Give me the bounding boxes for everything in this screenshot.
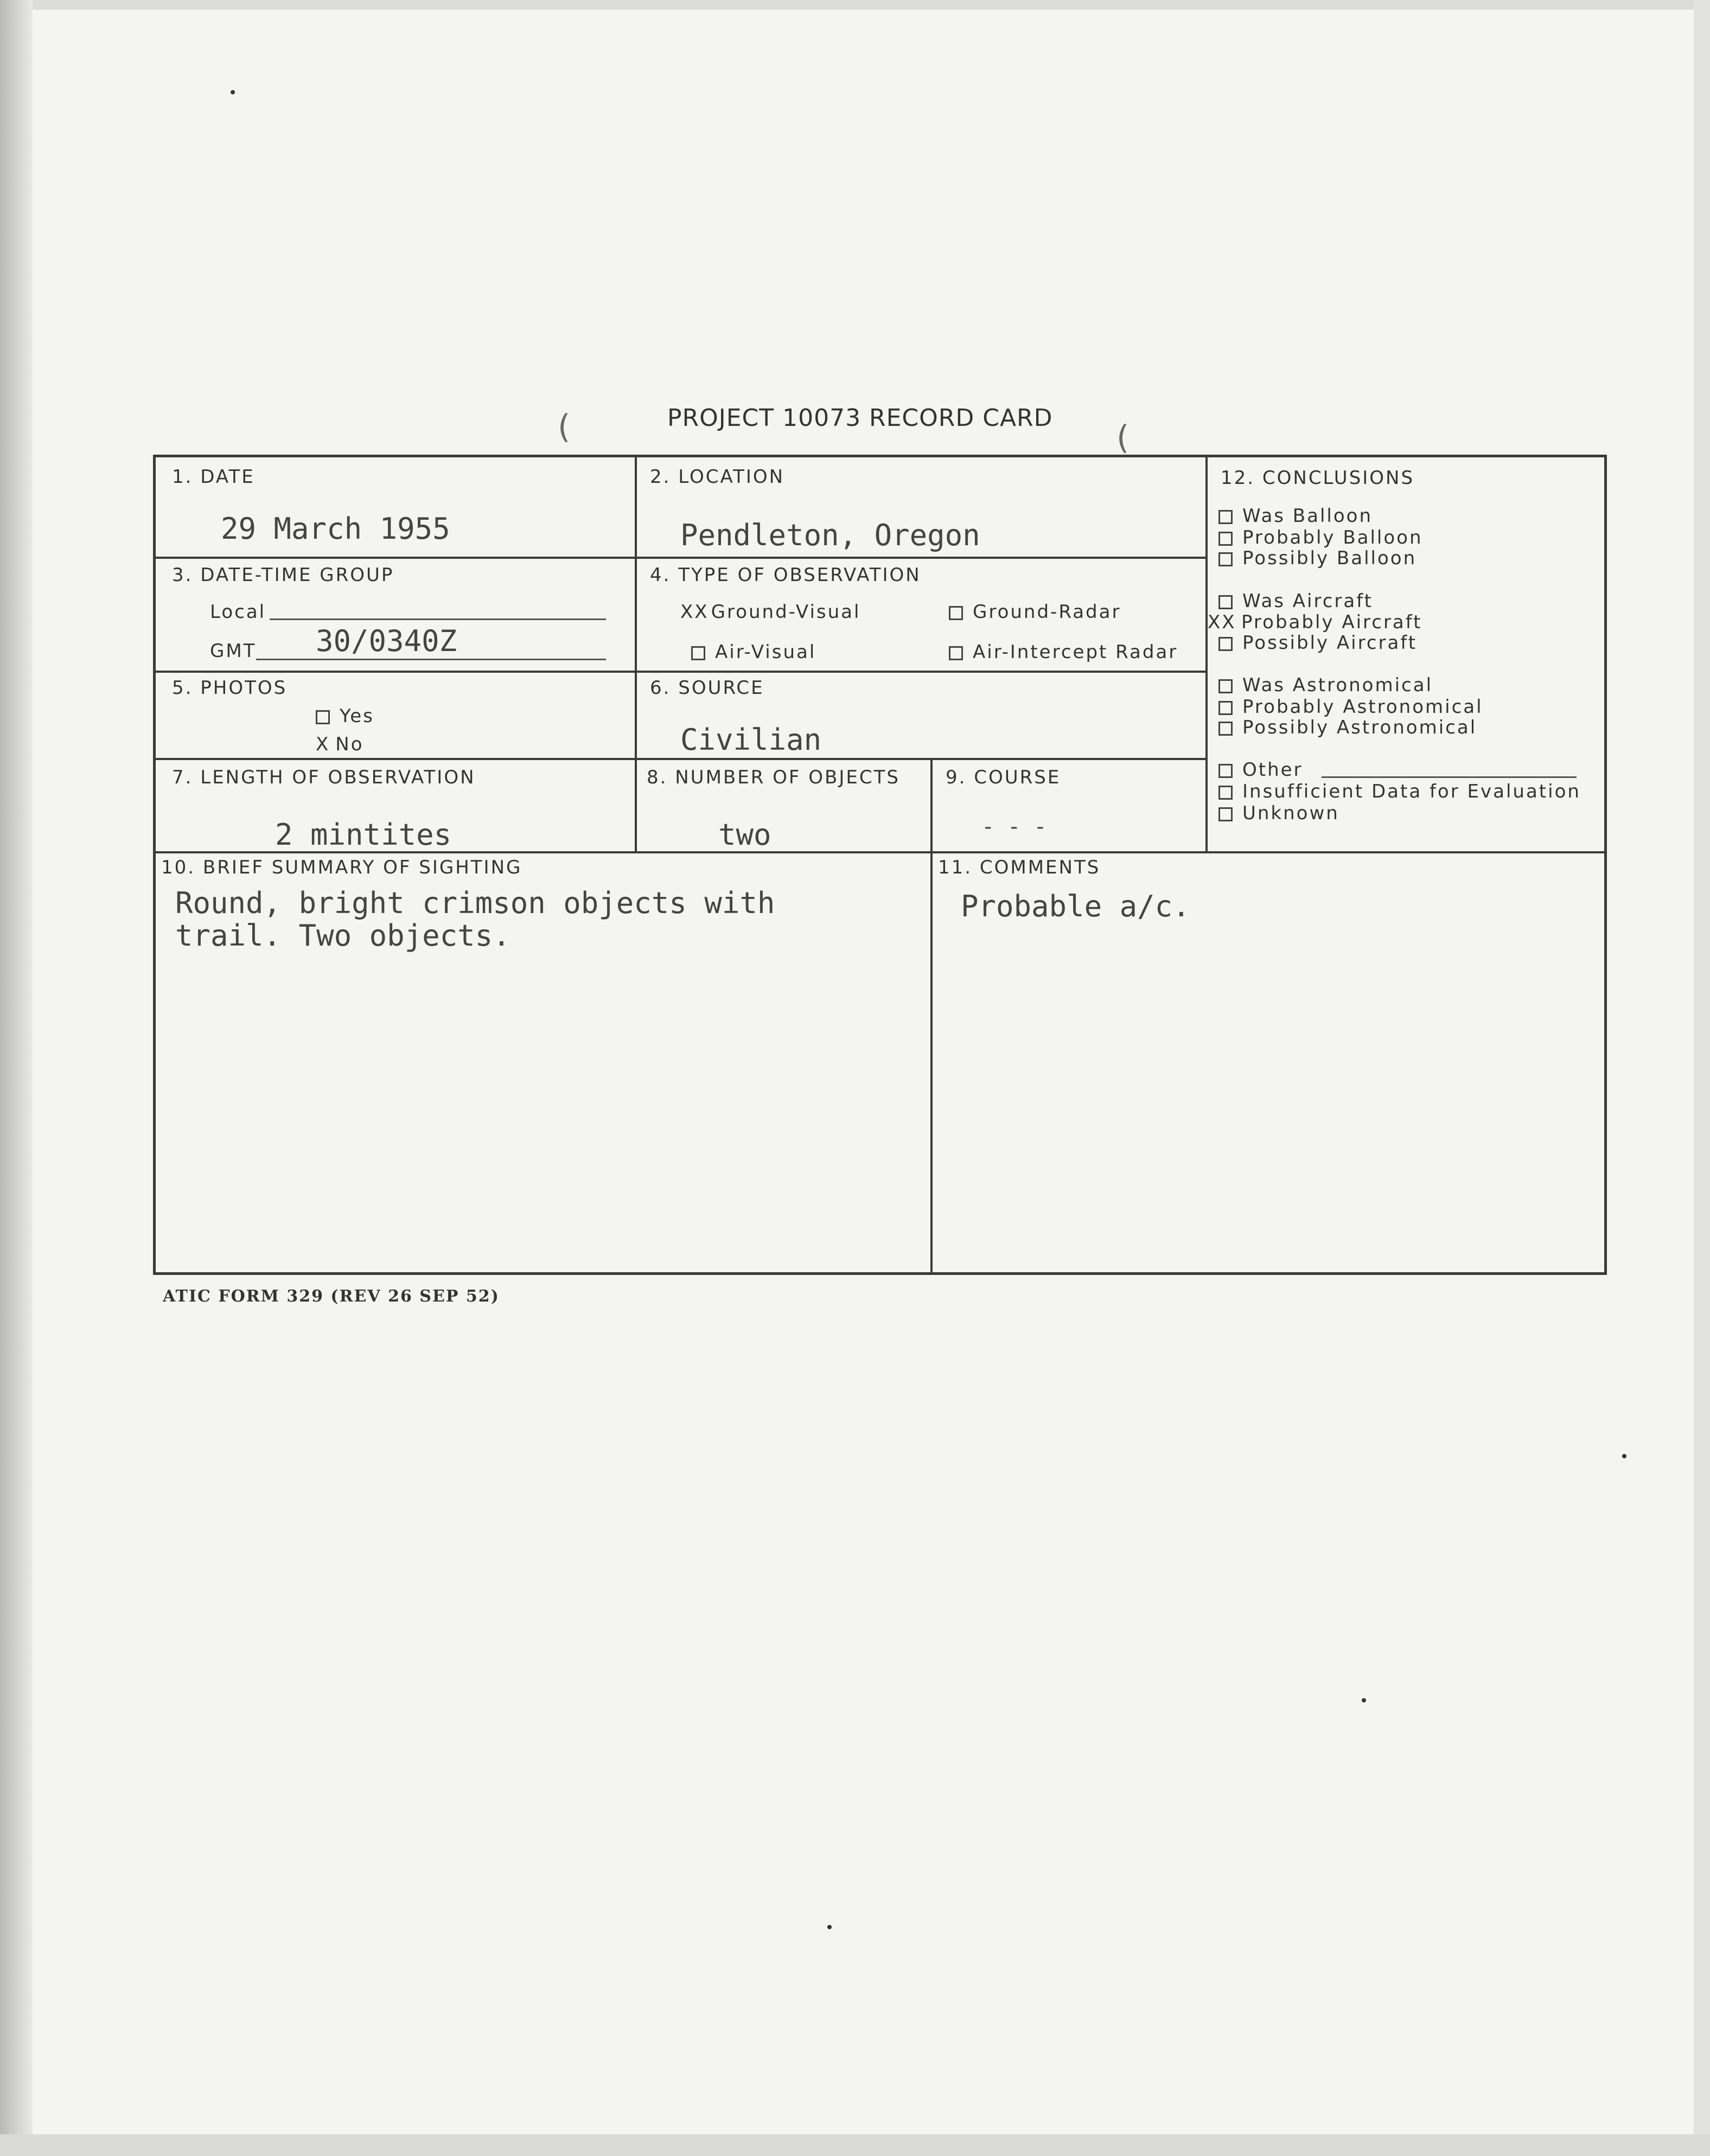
course-label: 9. COURSE: [946, 767, 1061, 788]
conclusion-possibly-astronomical: [1218, 717, 1477, 738]
conclusion-check-mark: XX: [1208, 611, 1236, 633]
photos-no-label: No: [335, 733, 364, 755]
ground-visual-check-mark: XX: [680, 601, 709, 623]
conclusion-label: Was Balloon: [1242, 505, 1373, 527]
conclusion-label: Probably Aircraft: [1241, 611, 1422, 633]
air-intercept-radar-label: Air-Intercept Radar: [973, 641, 1178, 663]
scan-edge-left: [0, 0, 33, 2156]
conclusion-checkbox: [1218, 764, 1233, 778]
conclusion-checkbox: [1218, 722, 1233, 736]
conclusion-checkbox: [1218, 679, 1233, 693]
conclusion-probably-astronomical: [1218, 696, 1483, 718]
conclusion-probably-balloon: [1218, 527, 1423, 548]
conclusion-checkbox: [1218, 552, 1233, 566]
observation-type-cell: [635, 557, 1205, 671]
conclusion-checkbox: [1218, 786, 1233, 800]
ground-radar-option: [949, 601, 1121, 623]
comments-label: 11. COMMENTS: [938, 857, 1101, 878]
conclusion-checkbox: [1218, 595, 1233, 609]
conclusion-label: Possibly Balloon: [1242, 547, 1417, 569]
observation-type-label: 4. TYPE OF OBSERVATION: [650, 564, 921, 586]
photos-yes-checkbox: [316, 710, 330, 724]
record-card: [153, 455, 1607, 1275]
air-intercept-radar-checkbox: [949, 646, 963, 660]
ground-radar-label: Ground-Radar: [973, 601, 1121, 623]
source-label: 6. SOURCE: [650, 677, 764, 699]
form-identifier: ATIC FORM 329 (REV 26 SEP 52): [163, 1287, 500, 1306]
comments-cell: [930, 851, 1604, 1272]
conclusion-was-aircraft: [1218, 590, 1373, 612]
course-value: - - -: [981, 814, 1047, 839]
conclusion-label: Insufficient Data for Evaluation: [1242, 781, 1581, 802]
conclusions-cell: [1205, 457, 1604, 851]
conclusion-was-astronomical: [1218, 674, 1433, 696]
conclusion-label: Possibly Aircraft: [1242, 632, 1418, 654]
summary-line-1: Round, bright crimson objects with: [175, 886, 775, 920]
summary-line-2: trail. Two objects.: [175, 918, 511, 953]
conclusion-label: Probably Balloon: [1242, 527, 1423, 548]
gmt-line: [256, 659, 606, 660]
air-intercept-radar-option: [949, 641, 1178, 663]
ground-radar-checkbox: [949, 606, 963, 620]
datetime-group-label: 3. DATE-TIME GROUP: [172, 564, 394, 586]
dust-speck: [1622, 1454, 1626, 1458]
date-value: 29 March 1955: [221, 512, 450, 546]
conclusion-checkbox: [1218, 701, 1233, 715]
scan-edge-bottom: [0, 2134, 1710, 2156]
air-visual-label: Air-Visual: [715, 641, 816, 663]
course-cell: [930, 758, 1205, 851]
source-cell: [635, 671, 1205, 758]
conclusion-checkbox: [1218, 637, 1233, 651]
conclusion-was-balloon: [1218, 505, 1373, 527]
objects-value: two: [718, 818, 771, 852]
source-value: Civilian: [680, 723, 822, 757]
dust-speck: [231, 90, 235, 94]
gmt-value: 30/0340Z: [316, 624, 457, 658]
dust-speck: [827, 1925, 832, 1929]
dust-speck: [1362, 1698, 1366, 1702]
conclusion-unknown: [1218, 802, 1339, 824]
conclusion-label: Possibly Astronomical: [1242, 717, 1477, 738]
photos-yes-option: [316, 705, 374, 727]
datetime-group-cell: [156, 557, 635, 671]
conclusion-checkbox: [1218, 532, 1233, 546]
gmt-label: GMT: [210, 640, 257, 662]
summary-label: 10. BRIEF SUMMARY OF SIGHTING: [161, 857, 522, 878]
conclusion-label: Probably Astronomical: [1242, 696, 1483, 718]
conclusion-label: Was Aircraft: [1242, 590, 1373, 612]
ground-visual-label: Ground-Visual: [711, 601, 861, 623]
conclusion-label: Unknown: [1242, 802, 1339, 824]
objects-label: 8. NUMBER OF OBJECTS: [647, 767, 900, 788]
date-label: 1. DATE: [172, 466, 255, 488]
date-cell: [156, 457, 635, 557]
conclusion-other: [1218, 759, 1303, 781]
conclusion-possibly-balloon: [1218, 547, 1417, 569]
card-title: PROJECT 10073 RECORD CARD: [667, 404, 1053, 432]
objects-cell: [635, 758, 930, 851]
conclusion-label: Other: [1242, 759, 1303, 781]
comments-value: Probable a/c.: [961, 889, 1190, 923]
conclusion-probably-aircraft: [1208, 611, 1422, 633]
air-visual-checkbox: [691, 646, 705, 660]
photos-no-option: [316, 733, 364, 755]
conclusion-possibly-aircraft: [1218, 632, 1417, 654]
photos-label: 5. PHOTOS: [172, 677, 288, 699]
left-bracket-mark: (: [558, 408, 571, 446]
right-bracket-mark: (: [1116, 419, 1130, 457]
conclusion-checkbox: [1218, 510, 1233, 524]
scan-edge-top: [0, 0, 1710, 10]
conclusion-label: Was Astronomical: [1242, 674, 1433, 696]
length-label: 7. LENGTH OF OBSERVATION: [172, 767, 476, 788]
conclusion-insufficient-data: [1218, 781, 1581, 802]
location-cell: [635, 457, 1205, 557]
length-cell: [156, 758, 635, 851]
length-value: 2 mintites: [275, 818, 452, 852]
summary-cell: [156, 851, 930, 1272]
photos-yes-label: Yes: [340, 705, 374, 727]
location-label: 2. LOCATION: [650, 466, 785, 488]
conclusion-checkbox: [1218, 807, 1233, 821]
photos-cell: [156, 671, 635, 758]
local-time-label: Local: [210, 601, 266, 623]
scan-edge-right: [1694, 0, 1710, 2156]
photos-no-check-mark: X: [316, 733, 330, 755]
conclusions-label: 12. CONCLUSIONS: [1221, 467, 1415, 489]
location-value: Pendleton, Oregon: [680, 518, 980, 552]
air-visual-option: [691, 641, 816, 663]
other-line: [1322, 776, 1577, 778]
local-time-line: [270, 618, 606, 620]
ground-visual-option: [680, 601, 860, 623]
